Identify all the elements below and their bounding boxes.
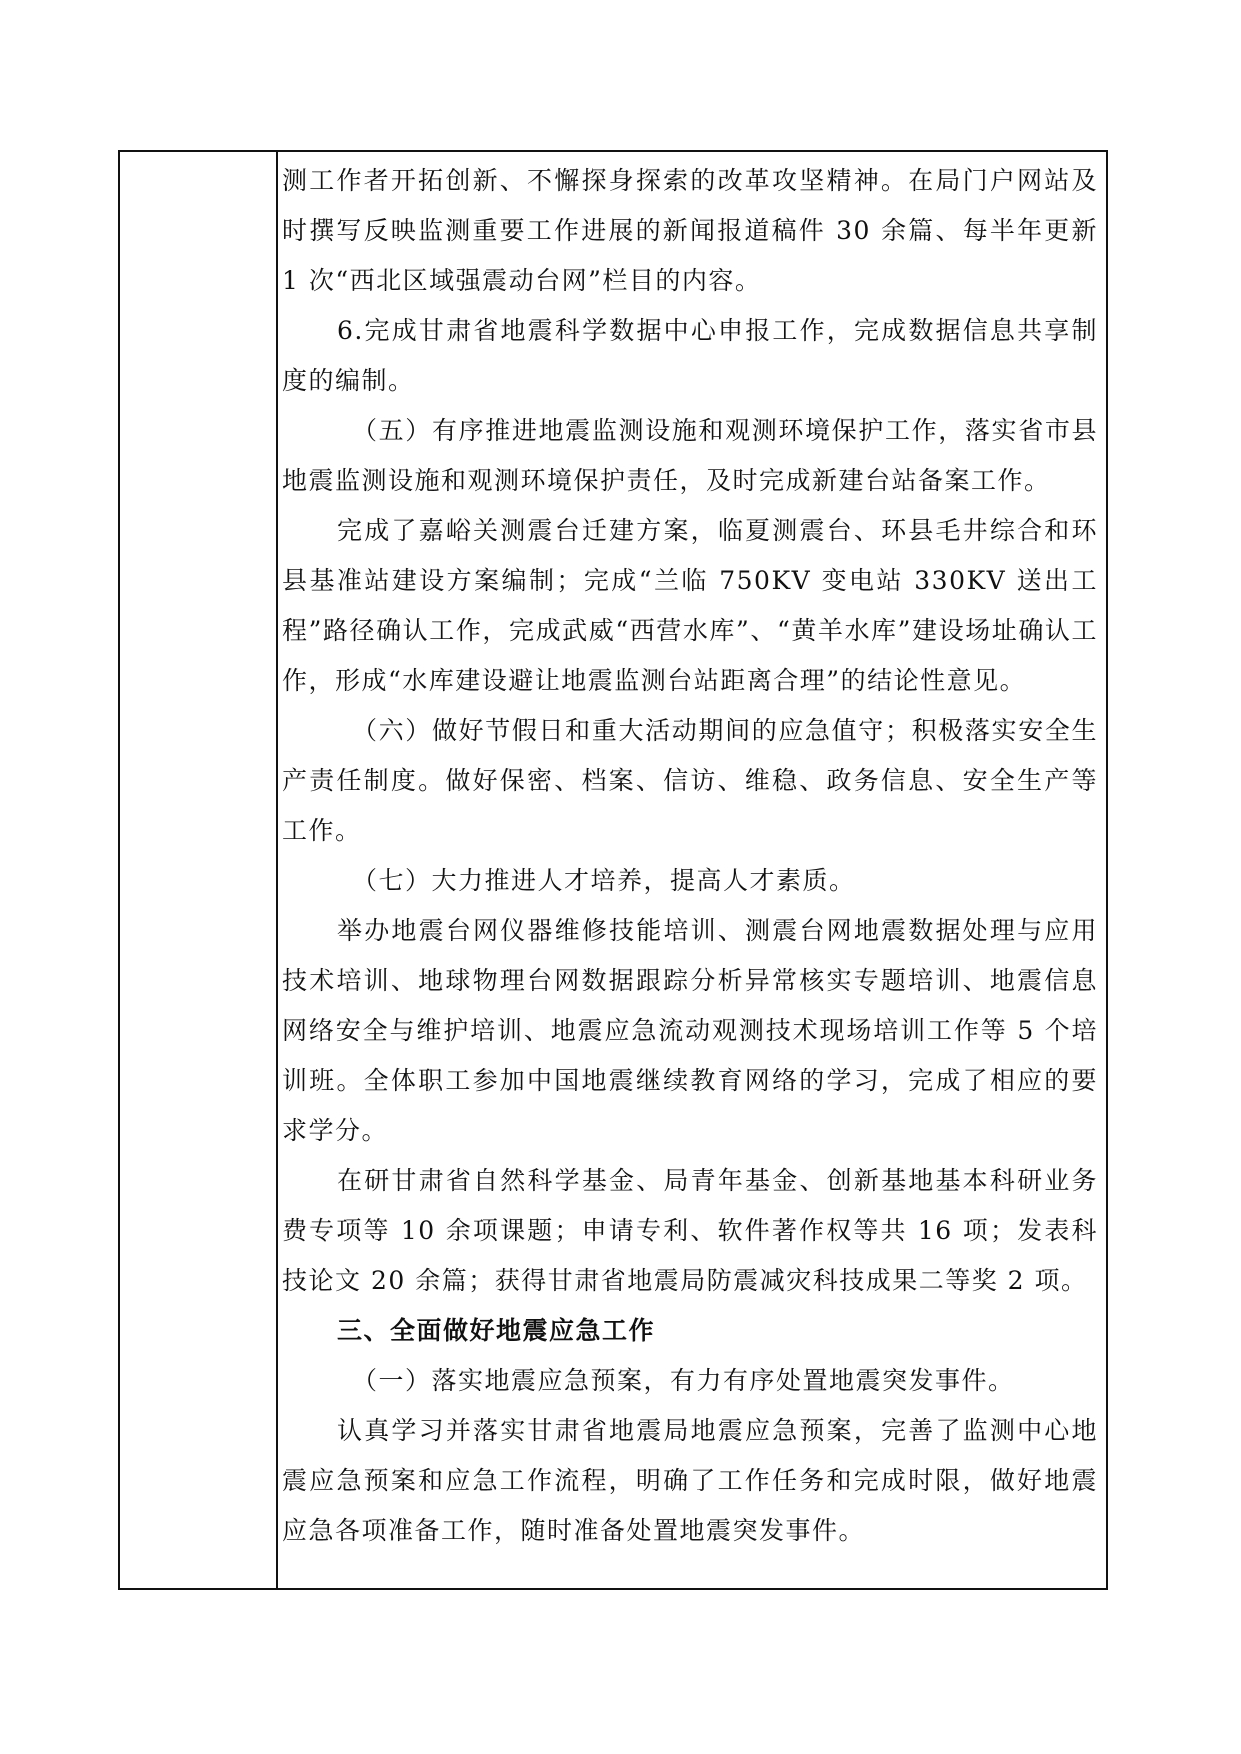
paragraph-6: （七）大力推进人才培养，提高人才素质。 <box>352 866 856 895</box>
paragraph-3: （五）有序推进地震监测设施和观测环境保护工作，落实省市县地震监测设施和观测环境保护责任，及时完成新建台站备案工作。 <box>282 416 1098 495</box>
paragraph-2: 6.完成甘肃省地震科学数据中心申报工作，完成数据信息共享制度的编制。 <box>282 316 1098 395</box>
paragraph-9: （一）落实地震应急预案，有力有序处置地震突发事件。 <box>352 1366 1015 1395</box>
paragraph-8: 在研甘肃省自然科学基金、局青年基金、创新基地基本科研业务费专项等 10 余项课题；申请专利、软件著作权等共 16 项；发表科技论文 20 余篇；获得甘肃省地震局防震减灾科技成果二等奖 2 项。 <box>282 1166 1098 1295</box>
paragraph-10: 认真学习并落实甘肃省地震局地震应急预案，完善了监测中心地震应急预案和应急工作流程，明确了工作任务和完成时限，做好地震应急各项准备工作，随时准备处置地震突发事件。 <box>282 1416 1098 1545</box>
paragraph-7: 举办地震台网仪器维修技能培训、测震台网地震数据处理与应用技术培训、地球物理台网数据跟踪分析异常核实专题培训、地震信息网络安全与维护培训、地震应急流动观测技术现场培训工作等 5 个培训班。全体职工参加中国地震继续教育网络的学习，完成了相应的要求学分。 <box>282 916 1098 1145</box>
content-cell <box>278 152 1106 1588</box>
paragraph-1: 测工作者开拓创新、不懈探身探索的改革攻坚精神。在局门户网站及时撰写反映监测重要工作进展的新闻报道稿件 30 余篇、每半年更新 1 次“西北区域强震动台网”栏目的内容。 <box>282 166 1098 295</box>
paragraph-5: （六）做好节假日和重大活动期间的应急值守；积极落实安全生产责任制度。做好保密、档案、信访、维稳、政务信息、安全生产等工作。 <box>282 716 1098 845</box>
table-frame <box>118 150 1108 1590</box>
left-label-cell <box>120 152 278 1588</box>
section-heading: 三、全面做好地震应急工作 <box>337 1316 656 1345</box>
paragraph-4: 完成了嘉峪关测震台迁建方案，临夏测震台、环县毛井综合和环县基准站建设方案编制；完成“兰临 750KV 变电站 330KV 送出工程”路径确认工作，完成武威“西营水库”、“黄羊水库”建设场址确认工作，形成“水库建设避让地震监测台站距离合理”的结论性意见。 <box>282 516 1098 695</box>
